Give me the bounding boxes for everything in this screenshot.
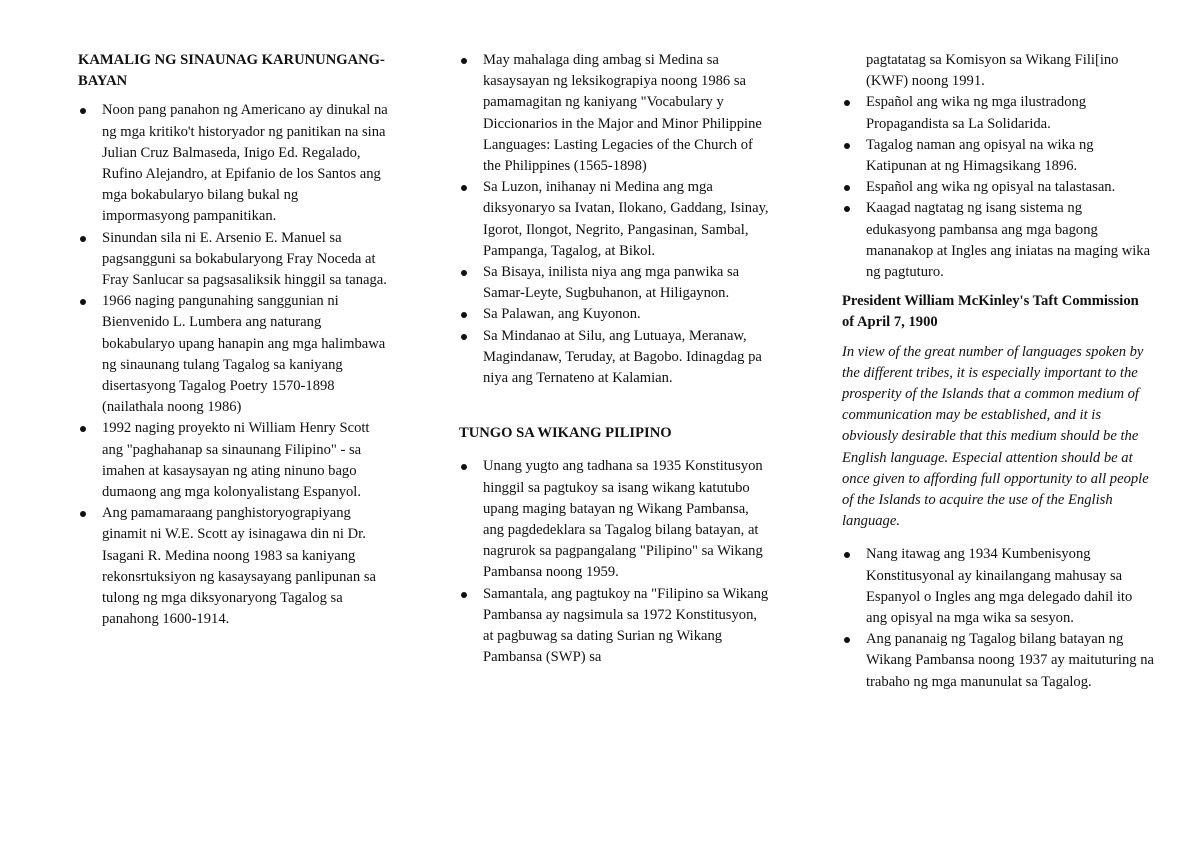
list-item-continued: pagtatatag sa Komisyon sa Wikang Fili[ino (KWF) noong 1991. [866,52,1119,90]
list-item: Español ang wika ng mga ilustradong Propagandista sa La Solidarida. [842,92,1154,134]
bullet-list [459,456,771,668]
section-heading-kamalig: KAMALIG NG SINAUNAG KARUNUNGANG-BAYAN [78,52,385,90]
list-item: Ang pananaig ng Tagalog bilang batayan ng Wikang Pambansa noong 1937 ay maituturing na trabaho ng mga manunulat sa Tagalog. [842,629,1154,693]
list-item: Sa Bisaya, inilista niya ang mga panwika sa Samar-Leyte, Sugbuhanon, at Hiligaynon. [459,262,771,304]
column-1 [78,50,388,630]
section-heading-tungo: TUNGO SA WIKANG PILIPINO [459,425,672,442]
column-3 [842,50,1154,693]
bullet-list [842,50,1154,283]
list-item: 1966 naging pangunahing sanggunian ni Bienvenido L. Lumbera ang naturang bokabularyo upang hanapin ang mga halimbawa ng sinaunang tulang Tagalog sa kaniyang disertasyong Tagalog Poetry 1570-1898 (nailathala noong 1986) [78,291,388,418]
list-item: Noon pang panahon ng Americano ay dinukal na ng mga kritiko't historyador ng panitikan na sina Julian Cruz Balmaseda, Inigo Ed. Regalado, Rufino Alejandro, at Epifanio de los Santos ang mga bokabularyo bilang bukal ng impormasyong pampanitikan. [78,100,388,227]
section-heading-mckinley: President William McKinley's Taft Commission of April 7, 1900 [842,293,1139,331]
list-item: May mahalaga ding ambag si Medina sa kasaysayan ng leksikograpiya noong 1986 sa pamamagitan ng kaniyang "Vocabulary y Diccionarios in the Major and Minor Philippine Languages: Lasting Legacies of the Church of the Philippines (1565-1898) [459,50,771,177]
list-item: Sa Palawan, ang Kuyonon. [459,304,771,325]
list-item: Sa Mindanao at Silu, ang Lutuaya, Meranaw, Magindanaw, Teruday, at Bagobo. Idinagdag pa niya ang Ternateno at Kalamian. [459,326,771,390]
list-item: Español ang wika ng opisyal na talastasan. [842,177,1154,198]
quote-block: In view of the great number of languages spoken by the different tribes, it is especially important to the prosperity of the Islands that a common medium of communication may be established, and it is obviously desirable that this medium should be the English language. Especial attention should be at once given to affording full opportunity to all people of the Islands to acquire the use of the English language. [842,343,1149,530]
list-item: Samantala, ang pagtukoy na "Filipino sa Wikang Pambansa ay nagsimula sa 1972 Konstitusyon, at pagbuwag sa dating Surian ng Wikang Pambansa (SWP) sa [459,584,771,669]
bullet-list [842,544,1154,692]
bullet-list [78,100,388,630]
bullet-list [459,50,771,389]
list-item: 1992 naging proyekto ni William Henry Scott ang "paghahanap sa sinaunang Filipino" - sa imahen at kasaysayan ng ating ninuno bago dumaong ang mga kolonyalistang Espanyol. [78,418,388,503]
column-2 [459,50,771,668]
list-item: Kaagad nagtatag ng isang sistema ng edukasyong pambansa ang mga bagong mananakop at Ingles ang iniatas na maging wika ng pagtuturo. [842,198,1154,283]
list-item: Sa Luzon, inihanay ni Medina ang mga diksyonaryo sa Ivatan, Ilokano, Gaddang, Isinay, Igorot, Ilongot, Negrito, Pangasinan, Sambal, Pampanga, Tagalog, at Bikol. [459,177,771,262]
list-item: Ang pamamaraang panghistoryograpiyang ginamit ni W.E. Scott ay isinagawa din ni Dr. Isagani R. Medina noong 1983 sa kaniyang rekonsrtuksiyon ng kasaysayang panlipunan sa tulong ng mga diksyonaryong Tagalog sa panahong 1600-1914. [78,503,388,630]
list-item: Unang yugto ang tadhana sa 1935 Konstitusyon hinggil sa pagtukoy sa isang wikang katutubo upang maging batayan ng Wikang Pambansa, ang pagdedeklara sa Tagalog bilang batayan, at nagrurok sa pagpangalang "Pilipino" sa Wikang Pambansa noong 1959. [459,456,771,583]
list-item: Tagalog naman ang opisyal na wika ng Katipunan at ng Himagsikang 1896. [842,135,1154,177]
list-item: Sinundan sila ni E. Arsenio E. Manuel sa pagsangguni sa bokabularyong Fray Noceda at Fray Sanlucar sa pagsasaliksik hinggil sa tanaga. [78,228,388,292]
list-item: Nang itawag ang 1934 Kumbenisyong Konstitusyonal ay kinailangang mahusay sa Espanyol o Ingles ang mga delegado dahil ito ang opisyal na mga wika sa sesyon. [842,544,1154,629]
